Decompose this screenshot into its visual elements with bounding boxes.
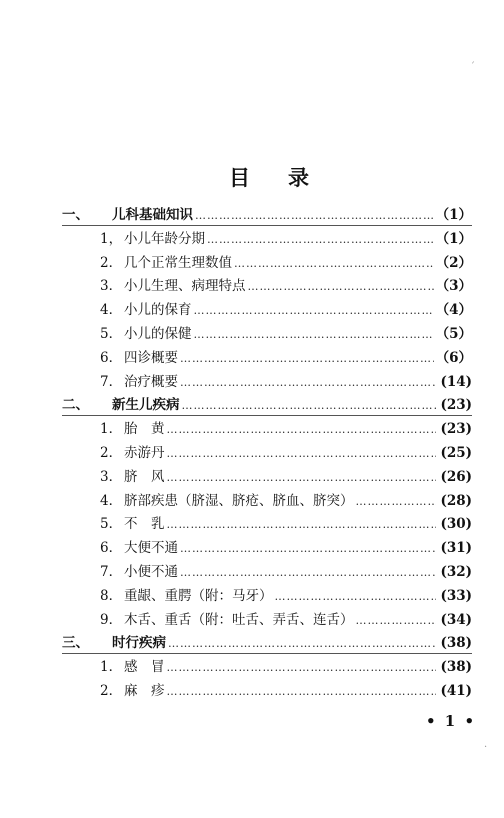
toc-list (62, 203, 472, 703)
toc-entry-title: 小儿的保健 (124, 325, 192, 342)
dot-leader (275, 590, 437, 603)
dot-leader (195, 209, 434, 222)
toc-entry-title: 小便不通 (124, 563, 178, 580)
toc-entry-number: 2． (100, 444, 123, 461)
toc-page-number: (28) (440, 492, 472, 509)
toc-item-row (62, 227, 472, 251)
dot-leader (180, 376, 436, 389)
toc-item-row (62, 465, 472, 489)
toc-entry-title: 小儿的保育 (124, 302, 192, 319)
toc-page-number: (41) (440, 682, 472, 699)
toc-entry-title: 儿科基础知识 (112, 207, 193, 223)
toc-entry-title: 脐 风 (124, 468, 165, 485)
toc-page-number: (23) (440, 397, 472, 414)
dot-leader (167, 661, 437, 674)
chapter-underline (62, 225, 472, 226)
toc-chapter-row (62, 631, 472, 655)
toc-title-char-2: 录 (288, 166, 311, 190)
toc-item-row (62, 322, 472, 346)
toc-page-number: (33) (440, 587, 472, 604)
toc-entry-number: 1， (100, 230, 123, 247)
dot-leader (167, 518, 437, 531)
toc-entry-number: 2． (100, 254, 123, 271)
toc-entry-number: 6． (100, 349, 123, 366)
toc-entry-number: 7． (100, 373, 123, 390)
toc-entry-title: 不 乳 (124, 516, 165, 533)
toc-entry-title: 四诊概要 (124, 349, 178, 366)
toc-page-number: （4） (435, 302, 472, 319)
toc-item-row (62, 536, 472, 560)
toc-page-number: （5） (435, 325, 472, 342)
toc-entry-title: 胎 黄 (124, 421, 165, 438)
toc-entry-number: 5． (100, 325, 123, 342)
toc-page-number: (31) (440, 540, 472, 557)
toc-entry-number: 3． (100, 468, 123, 485)
toc-page-number: (34) (440, 611, 472, 628)
dot-leader (248, 280, 434, 293)
toc-page-number: (26) (440, 468, 472, 485)
dot-leader (167, 471, 437, 484)
margin-speck-2: · (484, 742, 488, 753)
toc-item-row (62, 560, 472, 584)
dot-leader (167, 423, 437, 436)
toc-entry-title: 新生儿疾病 (112, 397, 180, 414)
dot-leader (182, 399, 437, 412)
chapter-underline (62, 415, 472, 416)
chapter-underline (62, 653, 472, 654)
toc-page-number: （3） (435, 278, 472, 295)
toc-entry-number: 7． (100, 563, 123, 580)
dot-leader (167, 685, 437, 698)
toc-entry-title: 小儿年龄分期 (124, 230, 205, 247)
toc-entry-title: 脐部疾患（脐湿、脐疮、脐血、脐突） (124, 492, 354, 509)
toc-entry-number: 1． (100, 659, 123, 676)
toc-page-number: (23) (440, 421, 472, 438)
dot-leader (194, 304, 434, 317)
dot-leader (180, 352, 434, 365)
toc-entry-title: 时行疾病 (112, 635, 166, 652)
dot-leader (356, 495, 437, 508)
toc-item-row (62, 655, 472, 679)
toc-page-number: (38) (440, 635, 472, 652)
toc-entry-title: 赤游丹 (124, 444, 165, 461)
toc-entry-number: 4． (100, 302, 123, 319)
toc-item-row (62, 346, 472, 370)
toc-item-row (62, 584, 472, 608)
toc-item-row (62, 608, 472, 632)
toc-entry-title: 几个正常生理数值 (124, 254, 232, 271)
toc-item-row (62, 512, 472, 536)
toc-page-number: (38) (440, 659, 472, 676)
toc-item-row (62, 274, 472, 298)
toc-entry-number: 9． (100, 611, 123, 628)
toc-entry-number: 1． (100, 421, 123, 438)
toc-entry-title: 治疗概要 (124, 373, 178, 390)
toc-entry-title: 木舌、重舌（附：吐舌、弄舌、连舌） (124, 611, 354, 628)
toc-item-row (62, 417, 472, 441)
dot-leader (167, 447, 437, 460)
toc-page-number: （1） (435, 230, 472, 247)
toc-entry-number: 3． (100, 278, 123, 295)
toc-entry-number: 三、 (62, 635, 89, 652)
toc-title-char-1: 目 (229, 166, 252, 190)
toc-page-number: (14) (440, 373, 472, 390)
dot-leader (180, 566, 436, 579)
toc-page-number: (30) (440, 516, 472, 533)
toc-entry-number: 5． (100, 516, 123, 533)
toc-item-row (62, 679, 472, 703)
toc-entry-number: 2． (100, 682, 123, 699)
toc-entry-title: 麻 疹 (124, 682, 165, 699)
margin-speck: ˊ (470, 62, 475, 73)
page-number: • 1 • (426, 712, 477, 730)
toc-page-number: （6） (435, 349, 472, 366)
toc-page-number: （1） (435, 207, 472, 223)
toc-item-row (62, 298, 472, 322)
toc-chapter-row (62, 393, 472, 417)
toc-entry-title: 感 冒 (124, 659, 165, 676)
toc-item-row (62, 489, 472, 513)
toc-chapter-row (62, 203, 472, 227)
toc-entry-title: 大便不通 (124, 540, 178, 557)
dot-leader (168, 637, 436, 650)
toc-item-row (62, 251, 472, 275)
toc-entry-number: 6． (100, 540, 123, 557)
toc-page-number: （2） (435, 254, 472, 271)
toc-entry-number: 二、 (62, 397, 89, 414)
dot-leader (207, 233, 434, 246)
toc-item-row (62, 441, 472, 465)
toc-item-row (62, 370, 472, 394)
toc-page-number: (25) (440, 444, 472, 461)
toc-entry-number: 一、 (62, 207, 89, 223)
toc-entry-title: 小儿生理、病理特点 (124, 278, 246, 295)
dot-leader (234, 257, 434, 270)
toc-page-number: (32) (440, 563, 472, 580)
toc-entry-number: 8． (100, 587, 123, 604)
toc-entry-title: 重龈、重腭（附：马牙） (124, 587, 273, 604)
dot-leader (356, 614, 437, 627)
toc-entry-number: 4． (100, 492, 123, 509)
dot-leader (180, 542, 436, 555)
dot-leader (194, 328, 434, 341)
